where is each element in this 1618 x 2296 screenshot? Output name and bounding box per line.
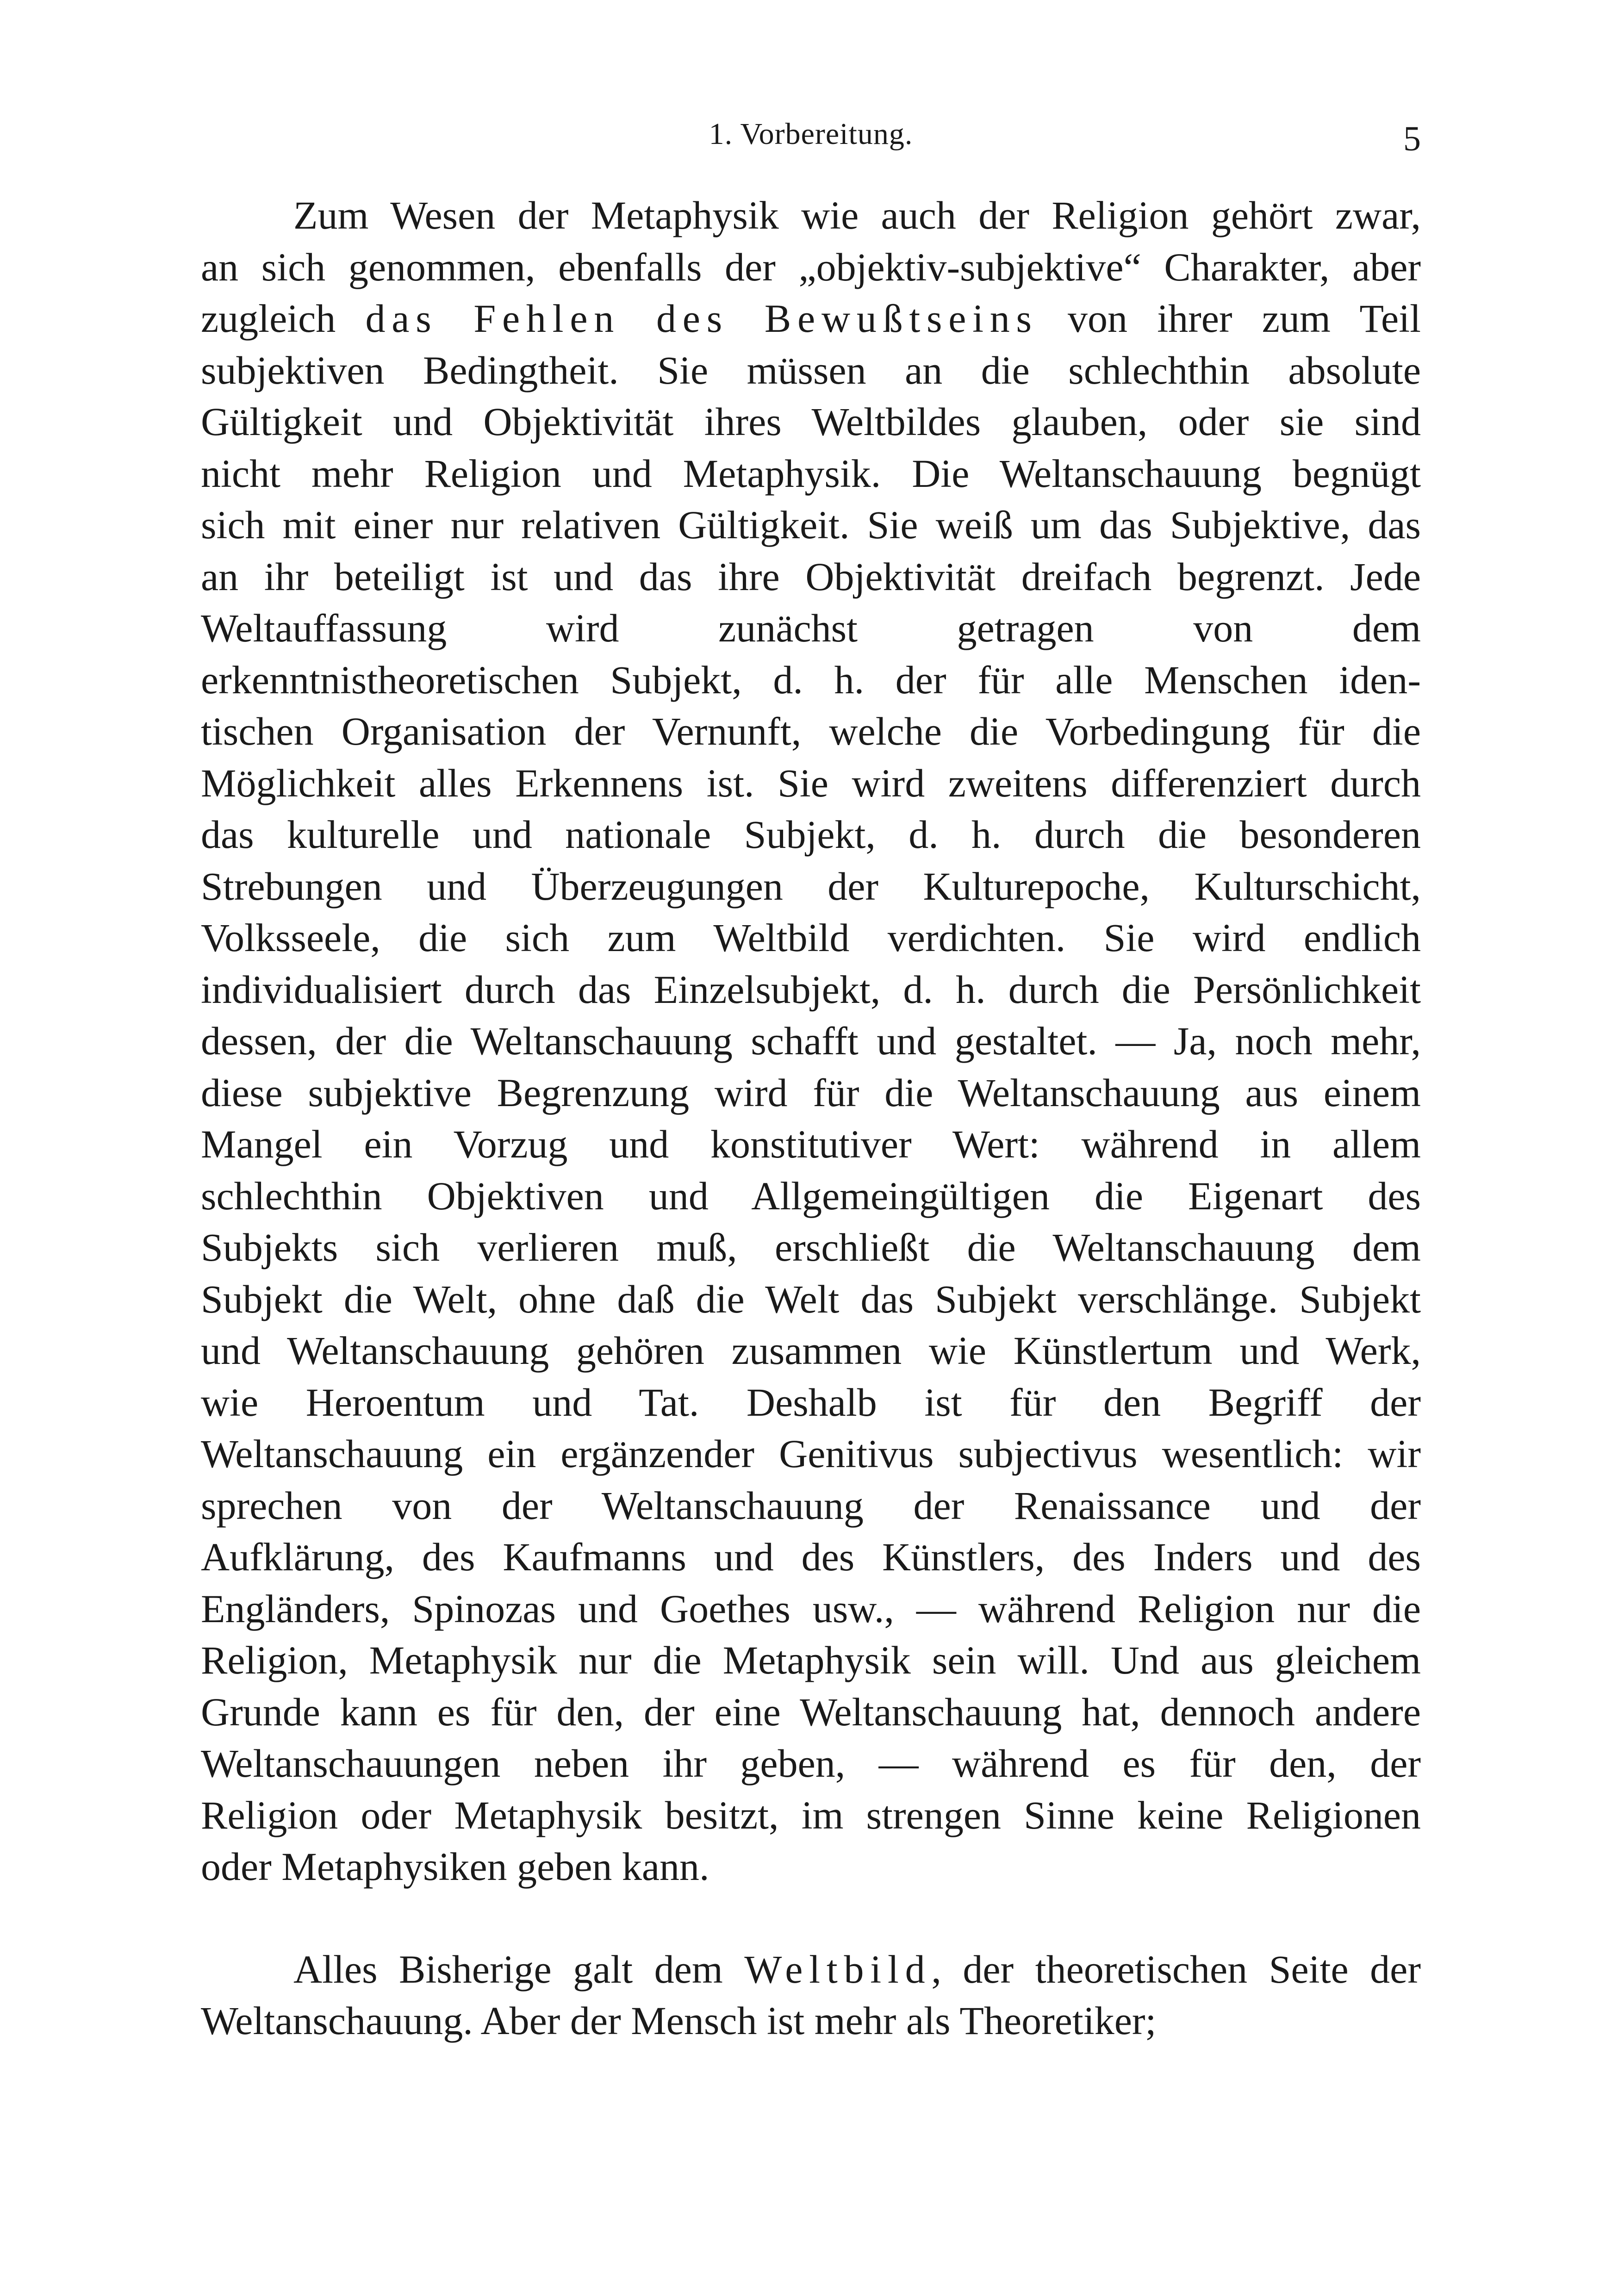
text-line	[201, 654, 1421, 706]
text-segment: Möglichkeit alles Erkennens ist. Sie wird zweitens differenziert durch	[201, 760, 1421, 805]
text-line	[201, 1377, 1421, 1429]
page-number: 5	[1403, 119, 1421, 158]
text-line	[201, 551, 1421, 603]
text-line	[201, 1067, 1421, 1119]
text-segment: Religion, Metaphysik nur die Metaphysik sein will. Und aus gleichem	[201, 1638, 1421, 1682]
text-segment: an sich genommen, ebenfalls der „objektiv-subjektive“ Charakter, aber	[201, 244, 1421, 289]
text-line	[201, 499, 1421, 551]
text-line	[201, 1325, 1421, 1377]
text-segment: das kulturelle und nationale Subjekt, d. h. durch die besonderen	[201, 812, 1421, 857]
text-line	[201, 1995, 1421, 2047]
text-line	[201, 1274, 1421, 1325]
text-segment: dessen, der die Weltanschauung schafft und gestaltet. — Ja, noch mehr,	[201, 1019, 1421, 1063]
text-segment: Aufklärung, des Kaufmanns und des Künstlers, des Inders und des	[201, 1535, 1421, 1579]
text-line	[201, 345, 1421, 397]
text-segment: Subjekts sich verlieren muß, erschließt die Weltanschauung dem	[201, 1225, 1421, 1269]
text-line	[201, 1790, 1421, 1842]
text-line	[201, 1222, 1421, 1274]
text-line	[201, 396, 1421, 448]
text-segment: von ihrer zum Teil	[1038, 296, 1421, 341]
text-line	[201, 1583, 1421, 1635]
text-segment: Religion oder Metaphysik besitzt, im strengen Sinne keine Religionen	[201, 1792, 1421, 1837]
text-line	[201, 603, 1421, 654]
text-segment: Grunde kann es für den, der eine Weltanschauung hat, dennoch andere	[201, 1689, 1421, 1734]
text-segment: an ihr beteiligt ist und das ihre Objektivität dreifach begrenzt. Jede	[201, 554, 1421, 599]
text-line	[201, 1635, 1421, 1686]
text-segment: Volksseele, die sich zum Weltbild verdichten. Sie wird endlich	[201, 915, 1421, 960]
text-line	[201, 1428, 1421, 1480]
spaced-emphasis: das Fehlen des Bewußtseins	[365, 296, 1038, 341]
text-line	[201, 1841, 1421, 1893]
text-segment: nicht mehr Religion und Metaphysik. Die Weltanschauung begnügt	[201, 451, 1421, 496]
text-segment: Zum Wesen der Metaphysik wie auch der Religion gehört zwar,	[293, 193, 1421, 237]
text-segment: Subjekt die Welt, ohne daß die Welt das Subjekt verschlänge. Subjekt	[201, 1276, 1421, 1321]
text-line	[201, 448, 1421, 500]
text-segment: erkenntnistheoretischen Subjekt, d. h. der für alle Menschen iden-	[201, 657, 1421, 702]
text-segment: tischen Organisation der Vernunft, welche die Vorbedingung für die	[201, 709, 1421, 753]
text-line	[201, 242, 1421, 293]
text-segment: wie Heroentum und Tat. Deshalb ist für den Begriff der	[201, 1380, 1421, 1425]
text-line	[201, 190, 1421, 242]
text-segment: sich mit einer nur relativen Gültigkeit. Sie weiß um das Subjektive, das	[201, 503, 1421, 547]
text-segment: Weltauffassung wird zunächst getragen von dem	[201, 606, 1421, 650]
text-segment: Weltanschauung. Aber der Mensch ist mehr als Theoretiker;	[201, 1998, 1157, 2043]
text-segment: diese subjektive Begrenzung wird für die Weltanschauung aus einem	[201, 1070, 1421, 1115]
text-segment: Mangel ein Vorzug und konstitutiver Wert: während in allem	[201, 1122, 1421, 1166]
text-line	[201, 758, 1421, 809]
spaced-emphasis: Weltbild	[744, 1947, 932, 1991]
text-segment: Weltanschauung ein ergänzender Genitivus subjectivus wesentlich: wir	[201, 1431, 1421, 1476]
text-segment: Strebungen und Überzeugungen der Kulturepoche, Kulturschicht,	[201, 864, 1421, 908]
text-segment: subjektiven Bedingtheit. Sie müssen an die schlechthin absolute	[201, 348, 1421, 392]
text-segment: Gültigkeit und Objektivität ihres Weltbildes glauben, oder sie sind	[201, 399, 1421, 444]
running-title: 1. Vorbereitung.	[709, 117, 913, 151]
text-segment: individualisiert durch das Einzelsubjekt, d. h. durch die Persönlichkeit	[201, 967, 1421, 1012]
text-segment: sprechen von der Weltanschauung der Renaissance und der	[201, 1483, 1421, 1528]
text-line	[201, 1119, 1421, 1170]
text-segment: und Weltanschauung gehören zusammen wie Künstlertum und Werk,	[201, 1328, 1421, 1373]
text-segment: schlechthin Objektiven und Allgemeingültigen die Eigenart des	[201, 1173, 1421, 1218]
text-line	[201, 809, 1421, 861]
text-line	[201, 1531, 1421, 1583]
text-segment: Engländers, Spinozas und Goethes usw., — während Religion nur die	[201, 1586, 1421, 1631]
text-line	[201, 964, 1421, 1016]
text-segment: , der theoretischen Seite der	[931, 1947, 1421, 1991]
text-line	[201, 1170, 1421, 1222]
text-line	[201, 1944, 1421, 1996]
text-line	[201, 861, 1421, 913]
paragraph-2	[201, 1944, 1421, 2047]
text-line	[201, 1738, 1421, 1790]
text-line	[201, 1686, 1421, 1738]
text-segment: Alles Bisherige galt dem	[293, 1947, 745, 1991]
body-text	[201, 190, 1421, 2047]
paragraph-gap	[201, 1893, 1421, 1944]
text-segment: oder Metaphysiken geben kann.	[201, 1844, 709, 1889]
text-line	[201, 293, 1421, 345]
text-line	[201, 1480, 1421, 1532]
text-line	[201, 912, 1421, 964]
text-line	[201, 1015, 1421, 1067]
text-segment: Weltanschauungen neben ihr geben, — während es für den, der	[201, 1741, 1421, 1786]
page-header	[201, 109, 1421, 160]
paragraph-1	[201, 190, 1421, 1893]
text-line	[201, 706, 1421, 758]
text-segment: zugleich	[201, 296, 366, 341]
